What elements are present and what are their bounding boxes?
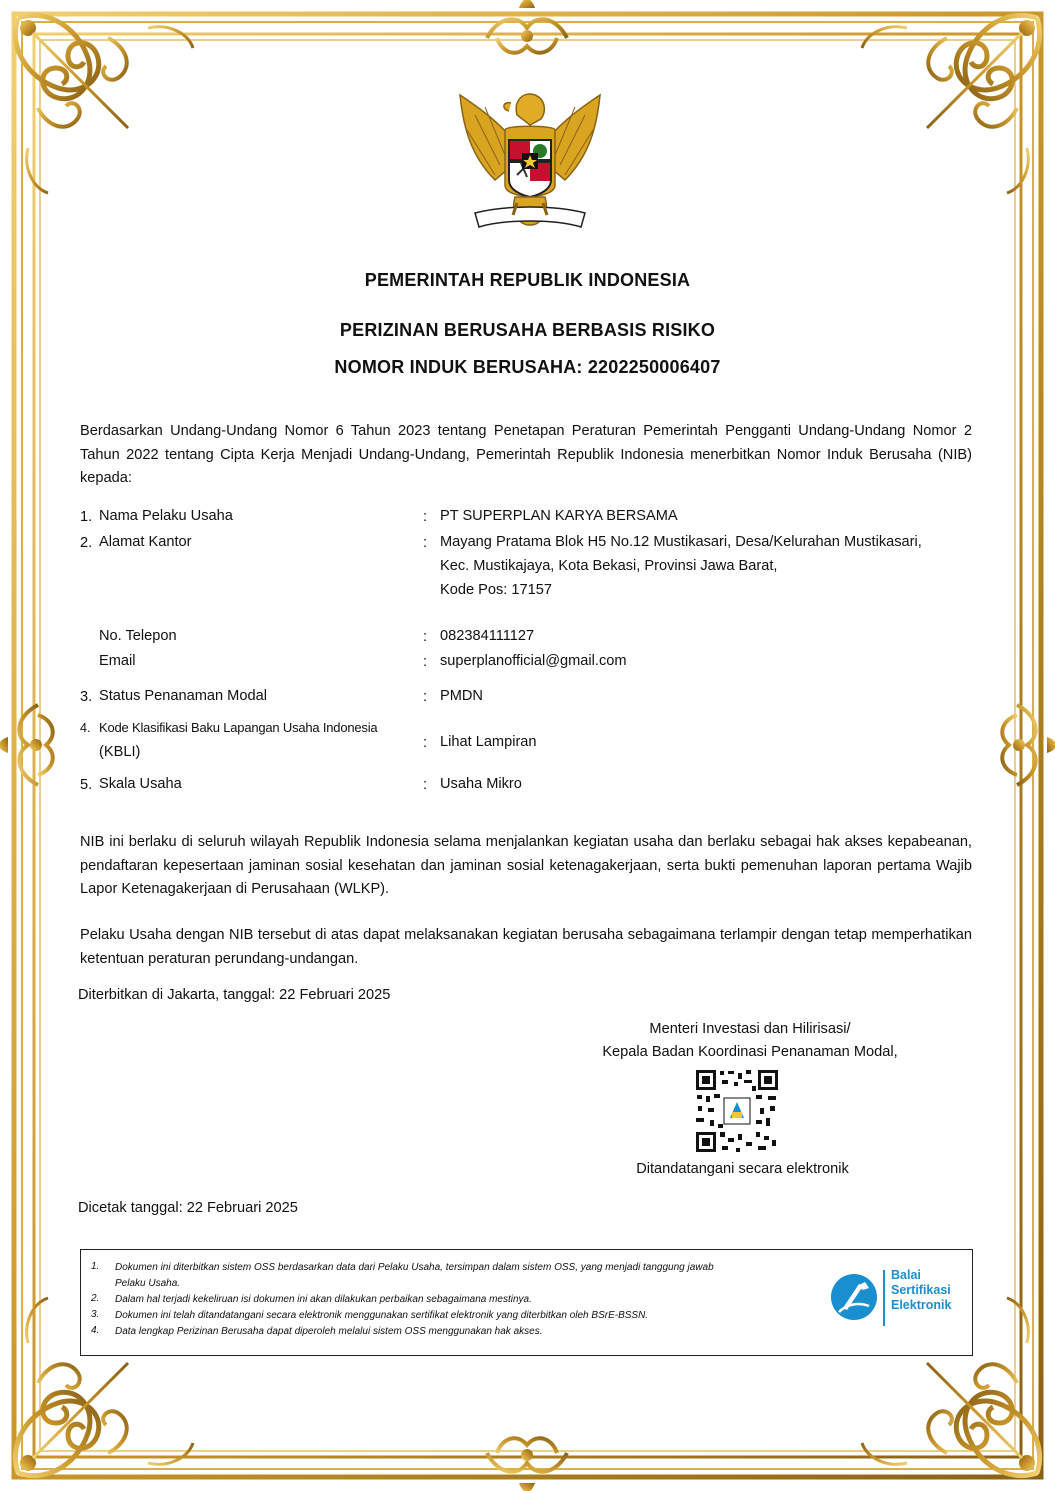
bsre-logo-text — [891, 1268, 951, 1313]
notes-box — [80, 1249, 973, 1356]
bsre-logo-icon — [829, 1272, 879, 1322]
license-title: PERIZINAN BERUSAHA BERBASIS RISIKO — [339, 320, 716, 340]
field-number: 3. — [80, 689, 93, 705]
bsre-line-2: Sertifikasi — [891, 1283, 951, 1297]
colon: : — [423, 654, 428, 670]
kbli-label-line-1: Kode Klasifikasi Baku Lapangan Usaha Indonesia — [99, 720, 378, 735]
field-number: 4. — [80, 721, 91, 735]
field-number: 2. — [80, 535, 93, 551]
qr-code-icon[interactable] — [694, 1068, 780, 1154]
kbli-value: Lihat Lampiran — [440, 734, 537, 750]
address-line-2: Kec. Mustikajaya, Kota Bekasi, Provinsi Jawa Barat, — [440, 558, 778, 574]
business-scale-value: Usaha Mikro — [440, 776, 522, 792]
electronic-signature-note: Ditandatangani secara elektronik — [636, 1161, 849, 1177]
intro-paragraph: Berdasarkan Undang-Undang Nomor 6 Tahun 2023 tentang Penetapan Peraturan Pemerintah Pengganti Undang-Undang Nomor 2 Tahun 2022 tentang Cipta Kerja Menjadi Undang-Undang, Pemerintah Republik Indonesia menerbitkan Nomor Induk Berusaha (NIB) kepada: — [80, 423, 972, 486]
colon: : — [423, 509, 428, 525]
note-3: Dokumen ini telah ditandatangani secara elektronik menggunakan sertifikat elektronik yang diterbitkan oleh BSrE-BSSN. — [115, 1310, 649, 1321]
colon: : — [423, 777, 428, 793]
nib-number-heading: NOMOR INDUK BERUSAHA: 2202250006407 — [334, 357, 721, 377]
phone-label: No. Telepon — [99, 628, 177, 644]
email-label: Email — [99, 653, 136, 669]
note-4: Data lengkap Perizinan Berusaha dapat diperoleh melalui sistem OSS menggunakan hak akses. — [115, 1326, 543, 1337]
phone-value: 082384111127 — [440, 628, 535, 644]
business-name-label: Nama Pelaku Usaha — [99, 508, 233, 524]
signatory-line-1: Menteri Investasi dan Hilirisasi/ — [649, 1021, 851, 1037]
kbli-label-line-2: (KBLI) — [99, 744, 141, 760]
note-1-line-1: Dokumen ini diterbitkan sistem OSS berdasarkan data dari Pelaku Usaha, tersimpan dalam sistem OSS, yang menjadi tanggung jawab — [115, 1262, 714, 1273]
validity-paragraph: NIB ini berlaku di seluruh wilayah Republik Indonesia selama menjalankan kegiatan usaha dan berlaku sebagai hak akses kepabeanan, pendaftaran kepesertaan jaminan sosial kesehatan dan jaminan sosial ketenagakerjaan, serta bukti pemenuhan laporan pertama Wajib Lapor Ketenagakerjaan di Perusahaan (WLKP). — [80, 834, 972, 897]
colon: : — [423, 535, 428, 551]
logo-divider — [883, 1270, 885, 1326]
business-name-value: PT SUPERPLAN KARYA BERSAMA — [440, 508, 678, 524]
garuda-emblem-icon — [455, 85, 605, 245]
note-number: 2. — [91, 1293, 100, 1304]
issued-date: Diterbitkan di Jakarta, tanggal: 22 Februari 2025 — [78, 987, 391, 1003]
note-1-line-2: Pelaku Usaha. — [115, 1278, 181, 1289]
bsre-line-1: Balai — [891, 1268, 921, 1282]
conduct-paragraph: Pelaku Usaha dengan NIB tersebut di atas dapat melaksanakan kegiatan berusaha sebagaimana terlampir dengan tetap memperhatikan ketentuan peraturan perundang-undangan. — [80, 927, 972, 967]
bsre-line-3: Elektronik — [891, 1298, 952, 1312]
investment-status-value: PMDN — [440, 688, 483, 704]
field-number: 1. — [80, 509, 93, 525]
signatory-line-2: Kepala Badan Koordinasi Penanaman Modal, — [602, 1044, 898, 1060]
field-number: 5. — [80, 777, 93, 793]
email-value: superplanofficial@gmail.com — [440, 653, 627, 669]
colon: : — [423, 629, 428, 645]
note-number: 4. — [91, 1325, 100, 1336]
address-line-1: Mayang Pratama Blok H5 No.12 Mustikasari, Desa/Kelurahan Mustikasari, — [440, 534, 922, 550]
colon: : — [423, 735, 428, 751]
colon: : — [423, 689, 428, 705]
investment-status-label: Status Penanaman Modal — [99, 688, 267, 704]
business-scale-label: Skala Usaha — [99, 776, 182, 792]
note-number: 3. — [91, 1309, 100, 1320]
address-line-3: Kode Pos: 17157 — [440, 582, 552, 598]
printed-date: Dicetak tanggal: 22 Februari 2025 — [78, 1200, 298, 1216]
note-number: 1. — [91, 1261, 100, 1272]
address-label: Alamat Kantor — [99, 534, 192, 550]
government-heading: PEMERINTAH REPUBLIK INDONESIA — [364, 270, 691, 290]
note-2: Dalam hal terjadi kekeliruan isi dokumen ini akan dilakukan perbaikan sebagaimana mestinya. — [115, 1294, 532, 1305]
